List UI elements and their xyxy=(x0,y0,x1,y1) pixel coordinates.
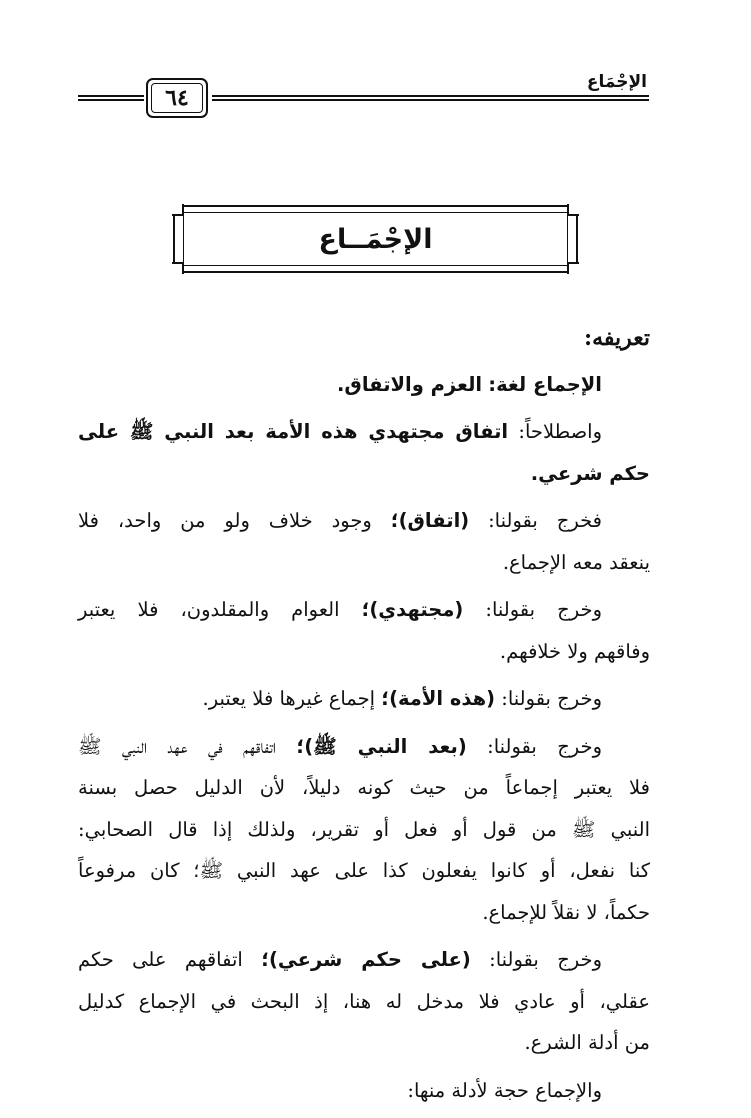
text-line: النبي ﷺ من قول أو فعل أو تقرير، ولذلك إذا قال الصحابي: xyxy=(78,817,650,841)
definition-lead: الإجماع لغة: xyxy=(488,372,602,396)
text-line: ينعقد معه الإجماع. xyxy=(502,550,650,574)
header-rule xyxy=(212,95,649,97)
text-line: وفاقهم ولا خلافهم. xyxy=(499,639,650,663)
lead-text: وخرج بقولنا: xyxy=(489,948,603,971)
definition-text: حكم شرعي. xyxy=(530,461,650,485)
term: (بعد النبي ﷺ)؛ xyxy=(296,734,467,758)
paragraph-exclusion-hukm-shari xyxy=(78,939,650,1064)
text-line xyxy=(78,939,650,981)
text-line xyxy=(78,726,650,768)
body-text-run: وجود خلاف ولو من واحد، فلا xyxy=(78,509,372,532)
paragraph-evidence-intro: والإجماع حجة لأدلة منها: xyxy=(407,1078,602,1102)
chapter-title-inner xyxy=(183,212,568,266)
text-line: كنا نفعل، أو كانوا يفعلون كذا على عهد النبي ﷺ؛ كان مرفوعاً xyxy=(78,859,650,882)
definition-text: اتفاق مجتهدي هذه الأمة بعد النبي ﷺ على xyxy=(78,420,509,443)
body-text xyxy=(78,318,650,1111)
text-line: فلا يعتبر إجماعاً من حيث كونه دليلاً، لأن الدليل حصل بسنة xyxy=(78,776,650,799)
running-header xyxy=(78,72,649,122)
text-line: من أدلة الشرع. xyxy=(524,1031,650,1054)
paragraph-exclusion-hadhihi-al-umma xyxy=(78,678,650,720)
frame-corner xyxy=(567,204,579,216)
text-line xyxy=(78,589,650,631)
term: (مجتهدي)؛ xyxy=(361,598,464,621)
paragraph-exclusion-ittifaq xyxy=(78,500,650,583)
lead-text: وخرج بقولنا: xyxy=(501,687,602,710)
body-text-run: اتفاقهم في عهد النبي ﷺ xyxy=(78,734,277,758)
header-rule xyxy=(78,95,144,97)
text-line: عقلي، أو عادي فلا مدخل له هنا، إذ البحث في الإجماع كدليل xyxy=(78,989,650,1013)
paragraph-exclusion-mujtahidi xyxy=(78,589,650,672)
chapter-title-frame xyxy=(173,205,578,273)
frame-corner xyxy=(567,262,579,274)
paragraph-technical-definition xyxy=(78,411,650,494)
term: (اتفاق)؛ xyxy=(390,509,470,532)
lead-text: وخرج بقولنا: xyxy=(487,734,603,758)
running-title: الإجْمَاع xyxy=(586,72,647,92)
definition-lead: واصطلاحاً: xyxy=(518,420,602,443)
section-heading: تعريفه: xyxy=(583,325,650,351)
term: (هذه الأمة)؛ xyxy=(381,687,496,710)
term: (على حكم شرعي)؛ xyxy=(261,948,471,971)
body-text-run: إجماع غيرها فلا يعتبر. xyxy=(202,687,376,710)
text-line xyxy=(78,500,650,542)
chapter-title: الإجْمَــاع xyxy=(318,223,433,255)
lead-text: وخرج بقولنا: xyxy=(485,598,602,621)
text-line xyxy=(78,411,650,453)
lead-text: فخرج بقولنا: xyxy=(488,509,602,532)
body-text-run: العوام والمقلدون، فلا يعتبر xyxy=(78,598,340,621)
paragraph-exclusion-bad-al-nabi xyxy=(78,726,650,934)
page-number-text: ٦٤ xyxy=(165,85,189,111)
text-line: حكماً، لا نقلاً للإجماع. xyxy=(482,900,650,924)
body-text-run: اتفاقهم على حكم xyxy=(78,948,243,971)
page-number xyxy=(146,78,208,118)
header-rule xyxy=(212,99,649,101)
header-rule xyxy=(78,99,144,101)
text-line xyxy=(78,453,650,495)
definition-text: العزم والاتفاق. xyxy=(337,372,483,396)
paragraph-linguistic-definition xyxy=(78,364,650,406)
